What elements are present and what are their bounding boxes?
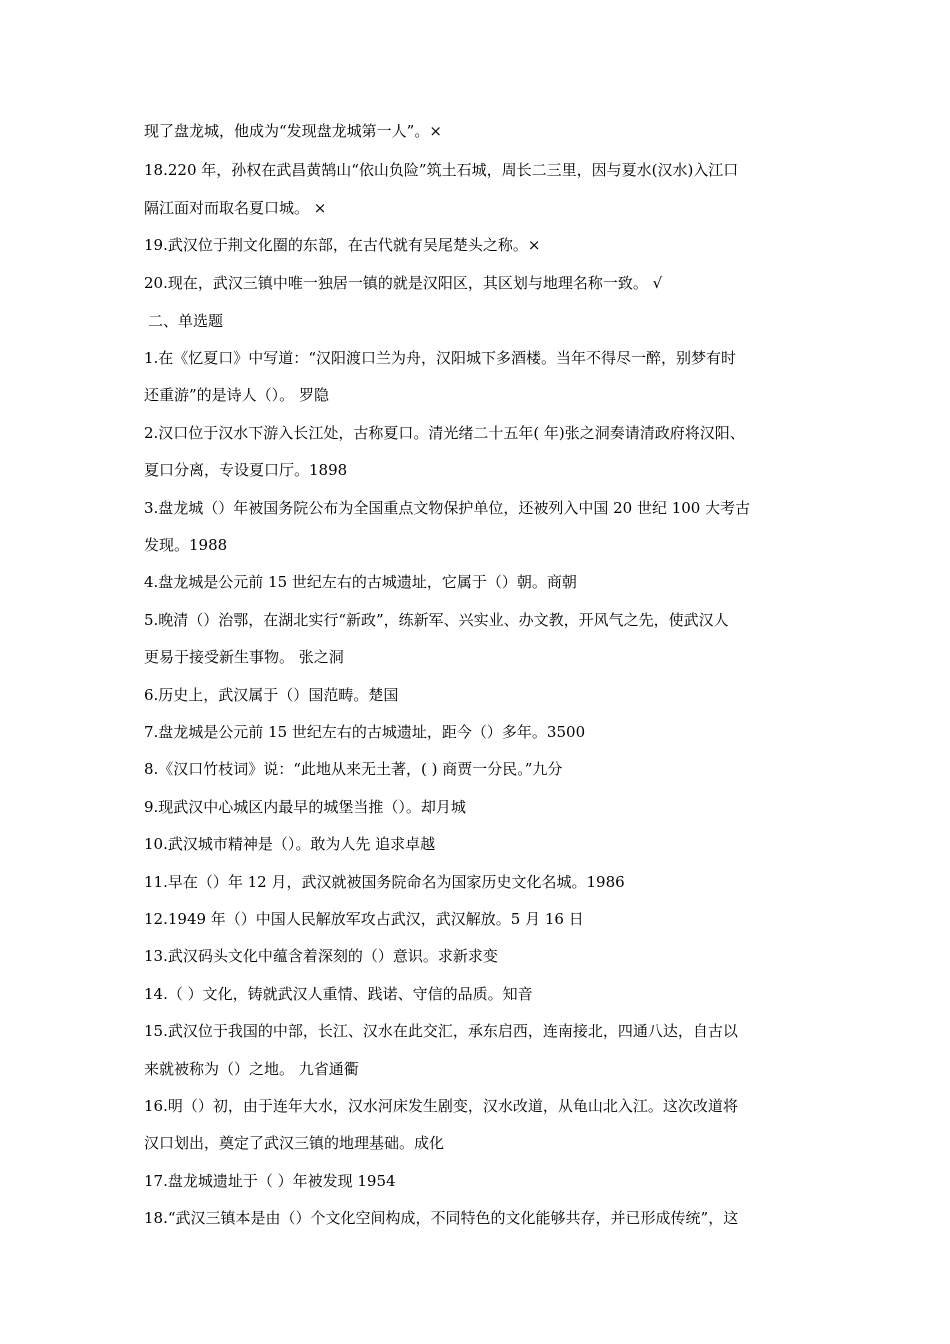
text-line: 6.历史上，武汉属于（）国范畴。楚国 [144, 686, 399, 704]
text-line: 9.现武汉中心城区内最早的城堡当推（）。却月城 [144, 798, 466, 816]
text-line: 8.《汉口竹枝词》说：“此地从来无土著，( ) 商贾一分民。”九分 [144, 760, 563, 778]
text-line: 18.220 年，孙权在武昌黄鹄山“依山负险”筑土石城，周长二三里，因与夏水(汉水)入江口 [144, 161, 739, 179]
text-line: 更易于接受新生事物。 张之洞 [144, 648, 344, 666]
text-line: 发现。1988 [144, 536, 228, 554]
text-line: 现了盘龙城，他成为“发现盘龙城第一人”。× [144, 122, 442, 140]
text-line: 11.早在（）年 12 月，武汉就被国务院命名为国家历史文化名城。1986 [144, 873, 625, 891]
text-line: 17.盘龙城遗址于（ ）年被发现 1954 [144, 1172, 396, 1190]
text-line: 14.（ ）文化，铸就武汉人重情、践诺、守信的品质。知音 [144, 985, 533, 1003]
text-line: 16.明（）初，由于连年大水，汉水河床发生剧变，汉水改道，从龟山北入江。这次改道将 [144, 1097, 738, 1115]
text-line: 还重游”的是诗人（）。 罗隐 [144, 386, 329, 404]
text-line: 10.武汉城市精神是（）。敢为人先 追求卓越 [144, 835, 436, 853]
text-line: 15.武汉位于我国的中部，长江、汉水在此交汇，承东启西，连南接北，四通八达，自古以 [144, 1022, 738, 1040]
text-line: 13.武汉码头文化中蕴含着深刻的（）意识。求新求变 [144, 947, 498, 965]
text-line: 2.汉口位于汉水下游入长江处，古称夏口。清光绪二十五年( 年)张之洞奏请清政府将汉阳、 [144, 424, 745, 442]
text-line: 18.“武汉三镇本是由（）个文化空间构成，不同特色的文化能够共存，并已形成传统”，这 [144, 1209, 739, 1227]
text-line: 5.晚清（）治鄂，在湖北实行“新政”，练新军、兴实业、办文教，开风气之先，使武汉人 [144, 611, 729, 629]
section-heading: 二、单选题 [148, 312, 224, 330]
text-line: 夏口分离，专设夏口厅。1898 [144, 461, 348, 479]
text-line: 20.现在，武汉三镇中唯一独居一镇的就是汉阳区，其区划与地理名称一致。 √ [144, 274, 663, 292]
text-line: 19.武汉位于荆文化圈的东部，在古代就有吴尾楚头之称。× [144, 236, 541, 254]
text-line: 4.盘龙城是公元前 15 世纪左右的古城遗址，它属于（）朝。商朝 [144, 573, 577, 591]
text-line: 7.盘龙城是公元前 15 世纪左右的古城遗址，距今（）多年。3500 [144, 723, 586, 741]
text-line: 1.在《忆夏口》中写道：“汉阳渡口兰为舟，汉阳城下多酒楼。当年不得尽一醉，别梦有时 [144, 349, 736, 367]
text-line: 来就被称为（）之地。 九省通衢 [144, 1060, 359, 1078]
text-line: 12.1949 年（）中国人民解放军攻占武汉，武汉解放。5 月 16 日 [144, 910, 584, 928]
text-line: 隔江面对而取名夏口城。 × [144, 199, 327, 217]
text-line: 3.盘龙城（）年被国务院公布为全国重点文物保护单位，还被列入中国 20 世纪 100 大考古 [144, 499, 751, 517]
text-line: 汉口划出，奠定了武汉三镇的地理基础。成化 [144, 1134, 445, 1152]
